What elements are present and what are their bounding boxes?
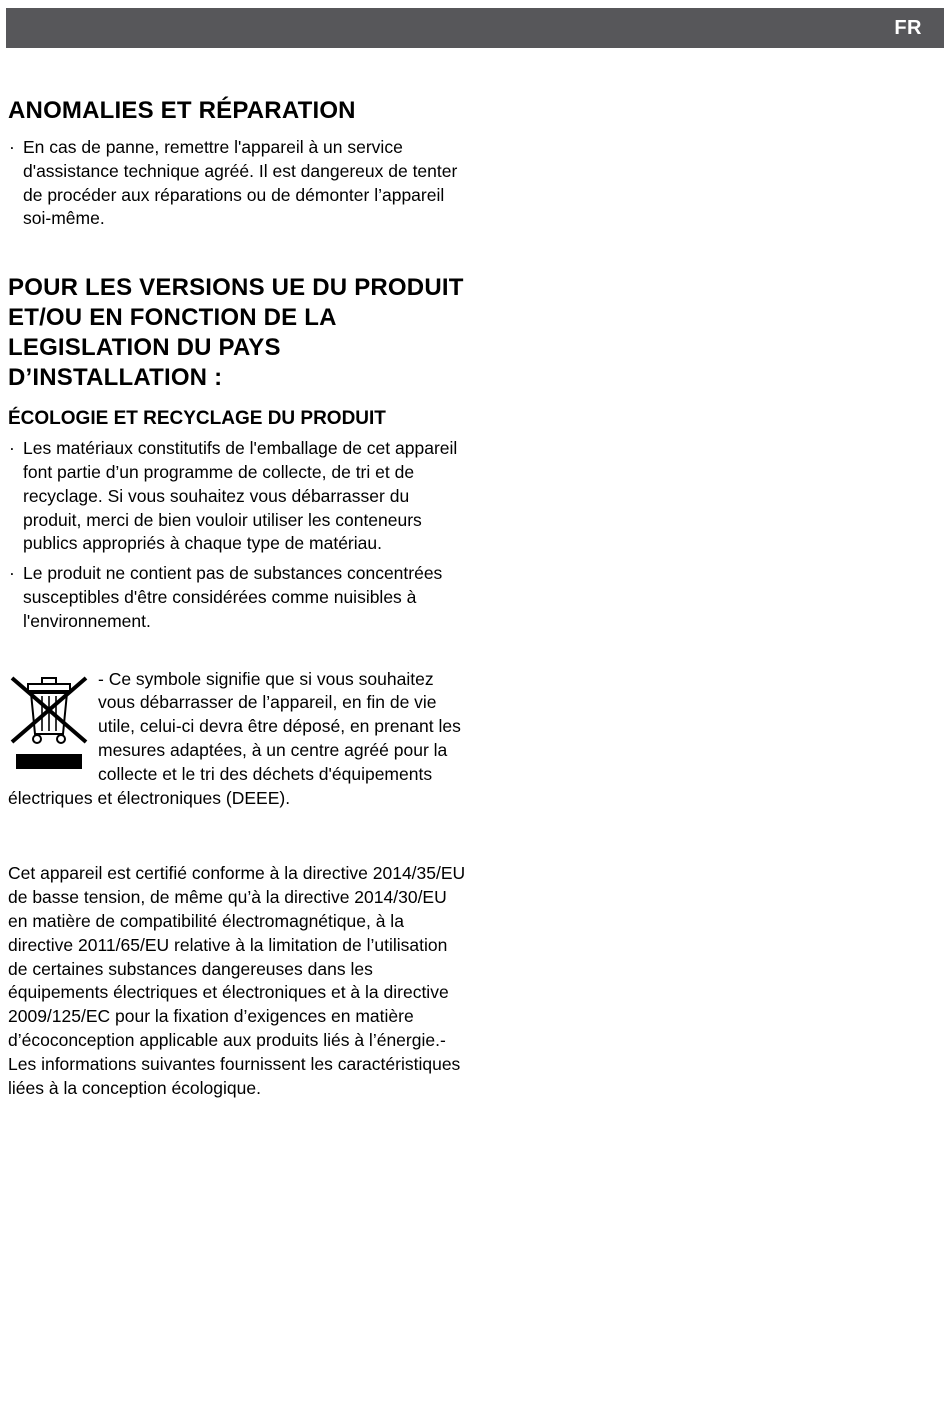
section-eu-versions [8,273,470,633]
section-weee [8,668,470,811]
language-badge: FR [894,16,922,39]
eu-versions-title: POUR LES VERSIONS UE DU PRODUIT ET/OU EN FONCTION DE LA LEGISLATION DU PAYS D’INSTALLATION : [8,274,464,392]
section-directives [8,862,470,1100]
section-anomalies [8,96,470,231]
directives-paragraph: Cet appareil est certifié conforme à la directive 2014/35/EU de basse tension, de même qu’à la directive 2014/30/EU en matière de compatibilité électromagnétique, à la directive 2011/65/EU relative à la limitation de l’utilisation de certaines substances dangereuses dans les équipements électriques et électroniques et à la directive 2009/125/EC pour la fixation d’exigences en matière d’écoconception applicable aux produits liés à l’énergie.- Les informations suivantes fournissent les caractéristiques liées à la conception écologique. [8,863,466,1098]
list-item: · Les matériaux constitutifs de l'emballage de cet appareil font partie d’un programme de collecte, de tri et de recyclage. Si vous souhaitez vous débarrasser du produit, merci de bien vouloir utiliser les conteneurs publics appropriés à chaque type de matériau. [8,437,470,556]
language-header-bar [6,8,944,48]
anomalies-bullet-list [8,136,470,231]
page-content-column [8,96,470,1100]
anomalies-title: ANOMALIES ET RÉPARATION [8,97,356,124]
list-item: · En cas de panne, remettre l'appareil à un service d'assistance technique agréé. Il est dangereux de tenter de procéder aux réparations ou de démonter l’appareil soi-même. [8,136,470,231]
ecology-recycling-subtitle: ÉCOLOGIE ET RECYCLAGE DU PRODUIT [8,408,386,430]
list-item: · Le produit ne contient pas de substances concentrées susceptibles d'être considérées comme nuisibles à l'environnement. [8,562,470,633]
weee-crossed-out-wheeled-bin-icon [8,670,92,772]
ecology-bullet-list [8,437,470,633]
weee-paragraph: - Ce symbole signifie que si vous souhaitez vous débarrasser de l’appareil, en fin de vie utile, celui-ci devra être déposé, en prenant les mesures adaptées, à un centre agréé pour la collecte et le tri des déchets d'équipements électriques et électroniques (DEEE). [8,668,461,808]
